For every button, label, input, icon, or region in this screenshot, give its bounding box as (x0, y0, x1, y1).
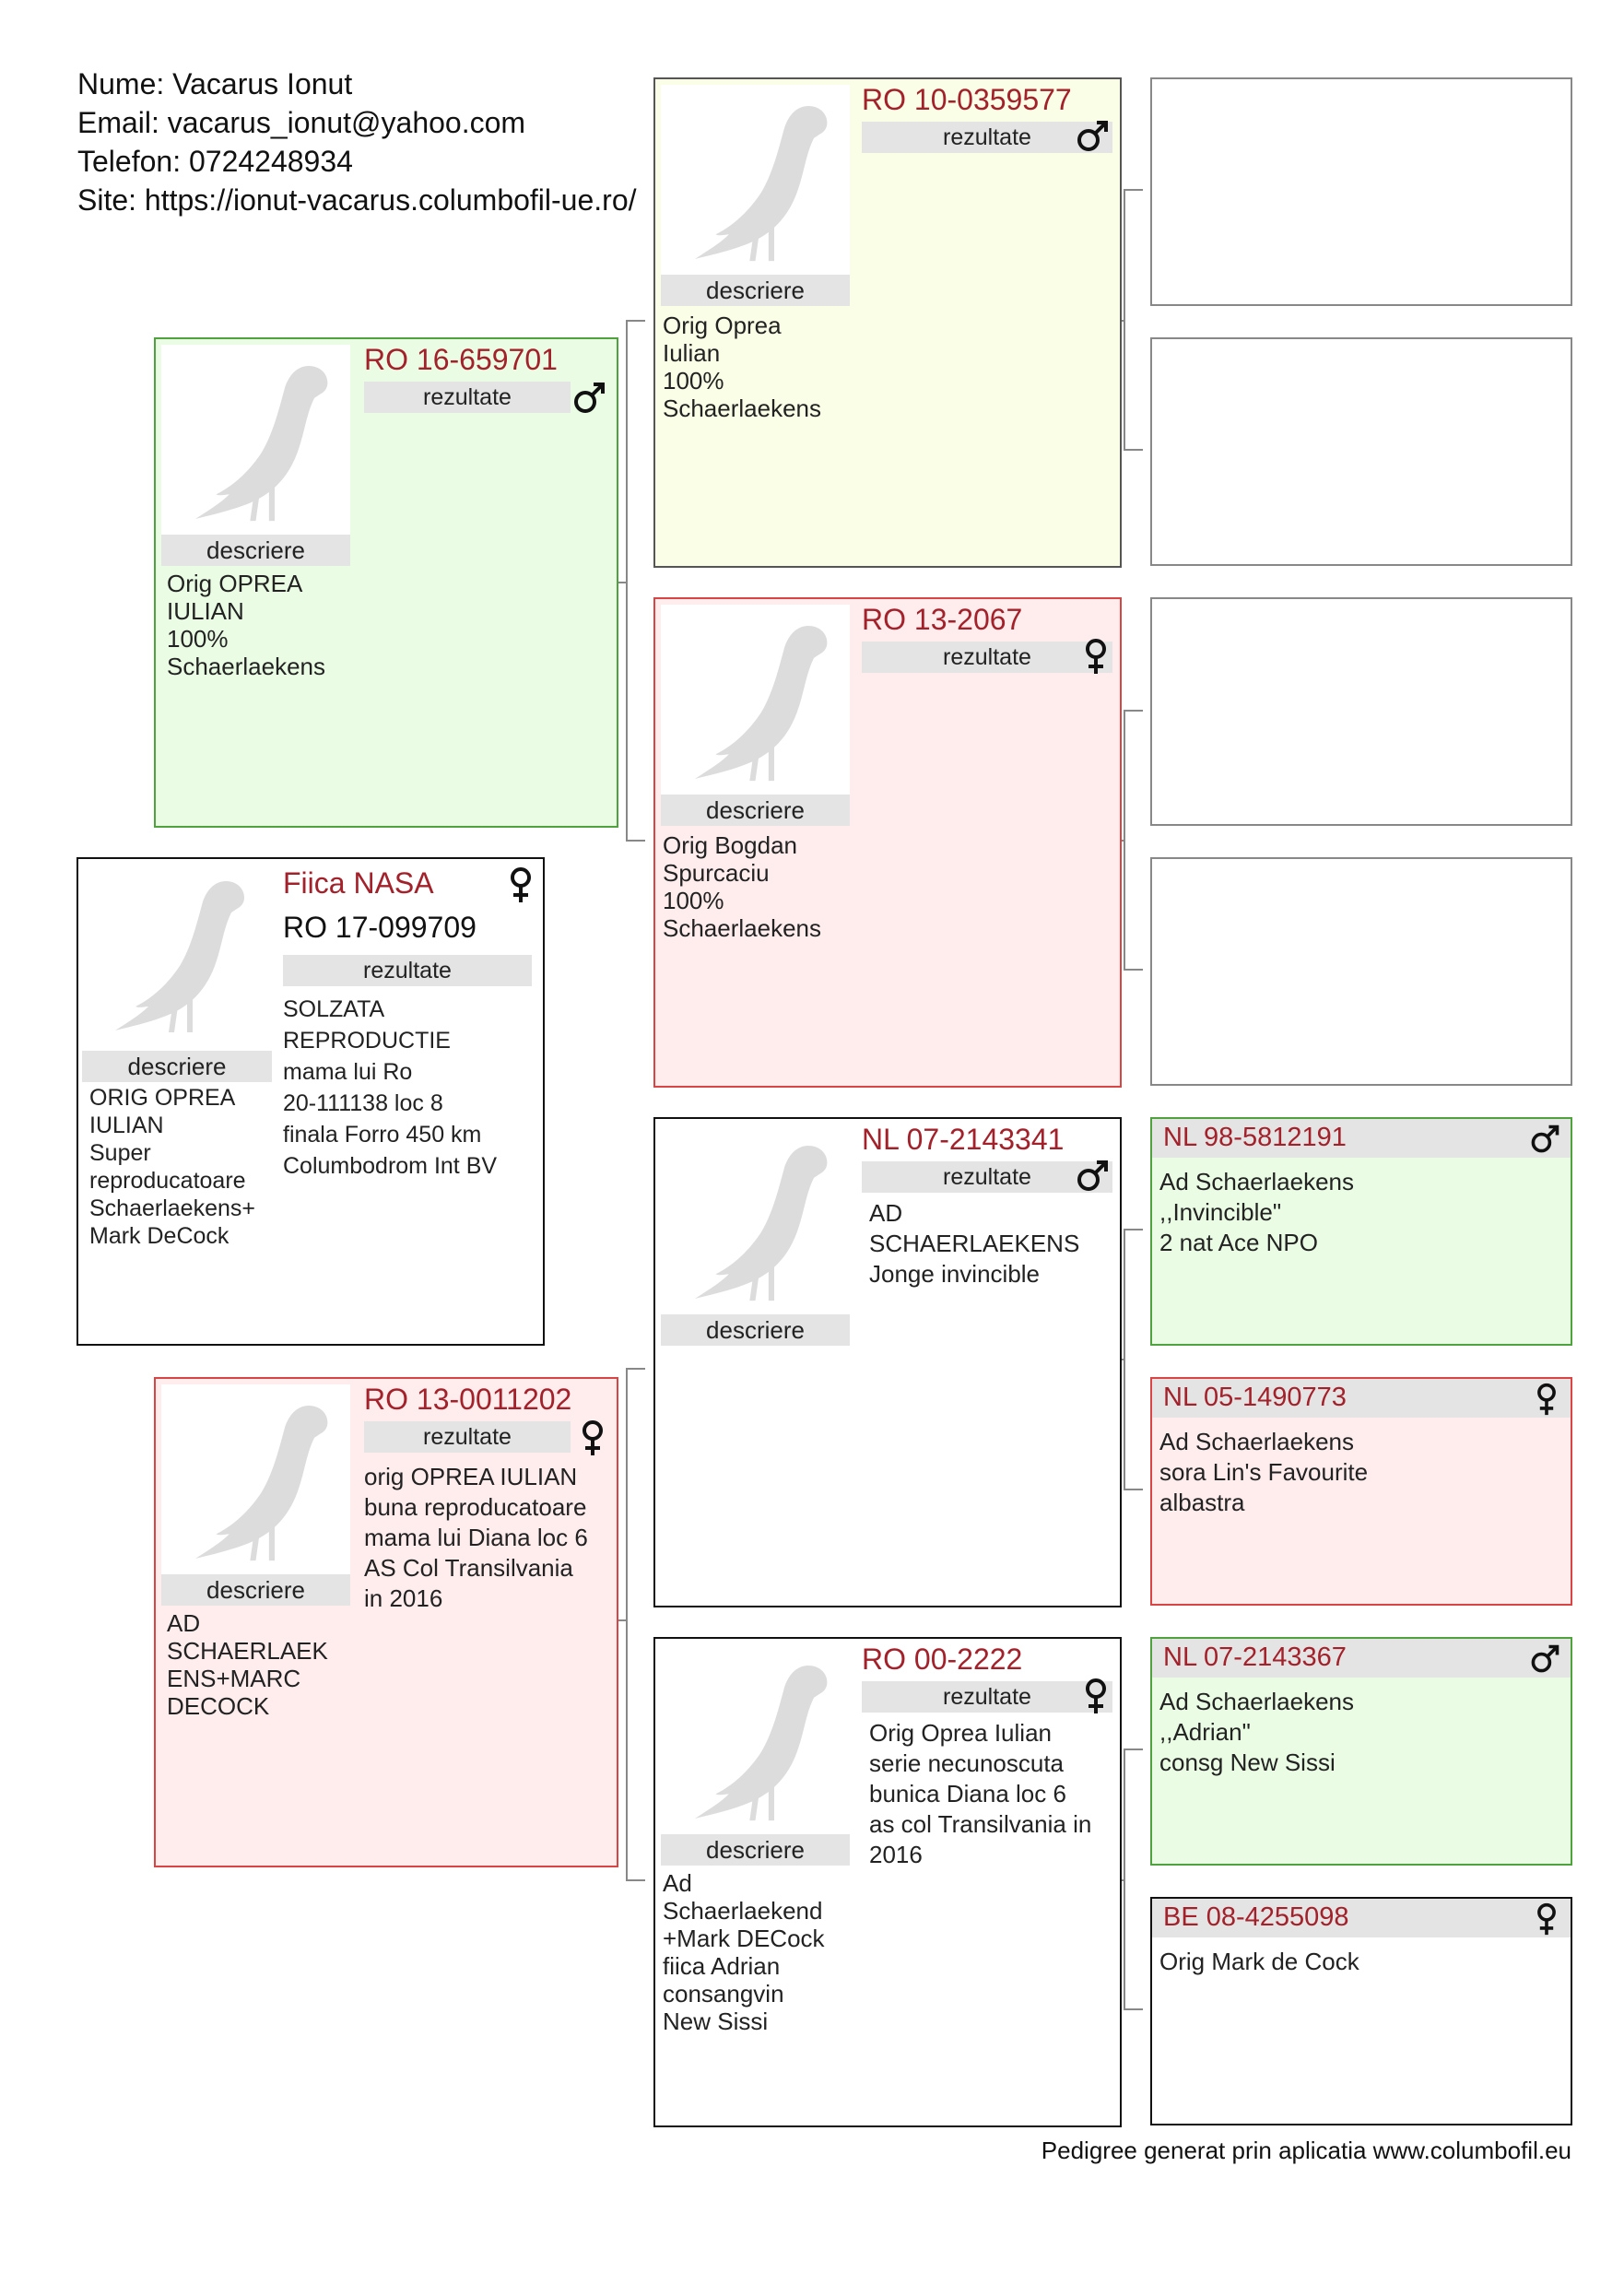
male-symbol-icon (1528, 1121, 1561, 1158)
male-symbol-icon (571, 378, 607, 418)
dam-card[interactable] (154, 1377, 618, 1867)
gen3-notes: Ad Schaerlaekens ,,Adrian" consg New Sissi (1159, 1688, 1355, 1776)
rezultate-button[interactable]: rezultate (364, 1421, 571, 1453)
female-symbol-icon (1530, 1901, 1563, 1937)
main-notes: SOLZATA REPRODUCTIE mama lui Ro 20-111138 loc 8 finala Forro 450 km Columbodrom Int BV (283, 996, 498, 1179)
sire-dam-description: Orig Bogdan Spurcaciu 100% Schaerlaekens (663, 831, 821, 942)
sire-dam-ring: RO 13-2067 (862, 603, 1023, 636)
gen3-card-2[interactable] (1150, 1377, 1572, 1606)
descriere-button[interactable]: descriere (82, 1051, 272, 1082)
dam-dam-notes: Orig Oprea Iulian serie necunoscuta bunica Diana loc 6 as col Transilvania in 2016 (869, 1719, 1092, 1868)
descriere-button[interactable]: descriere (661, 1834, 850, 1866)
gen3-card-4[interactable] (1150, 1897, 1572, 2125)
gen3-ring: NL 07-2143367 (1163, 1643, 1347, 1672)
gen3-notes: Orig Mark de Cock (1159, 1948, 1359, 1975)
female-symbol-icon (502, 865, 539, 905)
dam-sire-ring: NL 07-2143341 (862, 1123, 1065, 1156)
empty-ancestor-slot (1150, 597, 1572, 826)
pigeon-silhouette-icon (661, 1644, 850, 1838)
pigeon-silhouette-icon (161, 1384, 350, 1578)
female-symbol-icon (1530, 1381, 1563, 1418)
sire-dam-card[interactable] (653, 597, 1122, 1088)
owner-site[interactable]: Site: https://ionut-vacarus.columbofil-ue.ro/ (77, 183, 637, 217)
dam-sire-card[interactable] (653, 1117, 1122, 1607)
rezultate-button[interactable]: rezultate (862, 122, 1112, 153)
gen3-card-1[interactable] (1150, 1117, 1572, 1346)
descriere-button[interactable]: descriere (161, 535, 350, 566)
pigeon-silhouette-icon (661, 605, 850, 798)
owner-name: Nume: Vacarus Ionut (77, 67, 353, 100)
descriere-button[interactable]: descriere (661, 795, 850, 826)
owner-email: Email: vacarus_ionut@yahoo.com (77, 106, 526, 139)
dam-ring: RO 13-0011202 (364, 1383, 572, 1416)
main-bird-card[interactable] (76, 857, 545, 1346)
female-symbol-icon (1077, 1676, 1114, 1716)
empty-ancestor-slot (1150, 337, 1572, 566)
female-symbol-icon (574, 1418, 611, 1458)
dam-notes: orig OPREA IULIAN buna reproducatoare mama lui Diana loc 6 AS Col Transilvania in 2016 (364, 1463, 588, 1612)
main-name: Fiica NASA (283, 866, 434, 900)
rezultate-button[interactable]: rezultate (283, 955, 532, 986)
pigeon-silhouette-icon (661, 85, 850, 278)
empty-ancestor-slot (1150, 77, 1572, 306)
rezultate-button[interactable]: rezultate (862, 1161, 1112, 1193)
male-symbol-icon (1528, 1641, 1561, 1678)
male-symbol-icon (1074, 116, 1111, 157)
owner-info (77, 65, 637, 219)
dam-dam-description: Ad Schaerlaekend +Mark DECock fiica Adrian consangvin New Sissi (663, 1869, 825, 2035)
sire-sire-card[interactable] (653, 77, 1122, 568)
descriere-button[interactable]: descriere (661, 275, 850, 306)
main-ring: RO 17-099709 (283, 911, 477, 944)
rezultate-button[interactable]: rezultate (862, 1681, 1112, 1713)
sire-sire-ring: RO 10-0359577 (862, 83, 1072, 116)
main-description: ORIG OPREA IULIAN Super reproducatoare Schaerlaekens+ Mark DeCock (89, 1085, 255, 1249)
female-symbol-icon (1077, 636, 1114, 677)
owner-phone: Telefon: 0724248934 (77, 145, 353, 178)
sire-ring: RO 16-659701 (364, 343, 558, 376)
gen3-notes: Ad Schaerlaekens ,,Invincible" 2 nat Ace NPO (1159, 1168, 1355, 1256)
gen3-notes: Ad Schaerlaekens sora Lin's Favourite albastra (1159, 1428, 1369, 1516)
descriere-button[interactable]: descriere (161, 1574, 350, 1606)
gen3-ring: BE 08-4255098 (1163, 1902, 1349, 1932)
gen3-ring: NL 98-5812191 (1163, 1123, 1347, 1152)
dam-sire-notes: AD SCHAERLAEKENS Jonge invincible (869, 1199, 1080, 1288)
gen3-card-3[interactable] (1150, 1637, 1572, 1866)
sire-card[interactable] (154, 337, 618, 828)
gen3-ring: NL 05-1490773 (1163, 1383, 1347, 1412)
footer-credit: Pedigree generat prin aplicatia www.columbofil.eu (1041, 2137, 1571, 2164)
dam-description: AD SCHAERLAEK ENS+MARC DECOCK (167, 1609, 328, 1720)
descriere-button[interactable]: descriere (661, 1314, 850, 1346)
rezultate-button[interactable]: rezultate (862, 642, 1112, 673)
empty-ancestor-slot (1150, 857, 1572, 1086)
dam-dam-card[interactable] (653, 1637, 1122, 2127)
rezultate-button[interactable]: rezultate (364, 382, 571, 413)
pigeon-silhouette-icon (661, 1124, 850, 1318)
pigeon-silhouette-icon (161, 345, 350, 538)
sire-description: Orig OPREA IULIAN 100% Schaerlaekens (167, 570, 325, 680)
male-symbol-icon (1074, 1156, 1111, 1196)
pigeon-silhouette-icon (82, 863, 266, 1047)
dam-dam-ring: RO 00-2222 (862, 1643, 1023, 1676)
sire-sire-description: Orig Oprea Iulian 100% Schaerlaekens (663, 312, 821, 422)
